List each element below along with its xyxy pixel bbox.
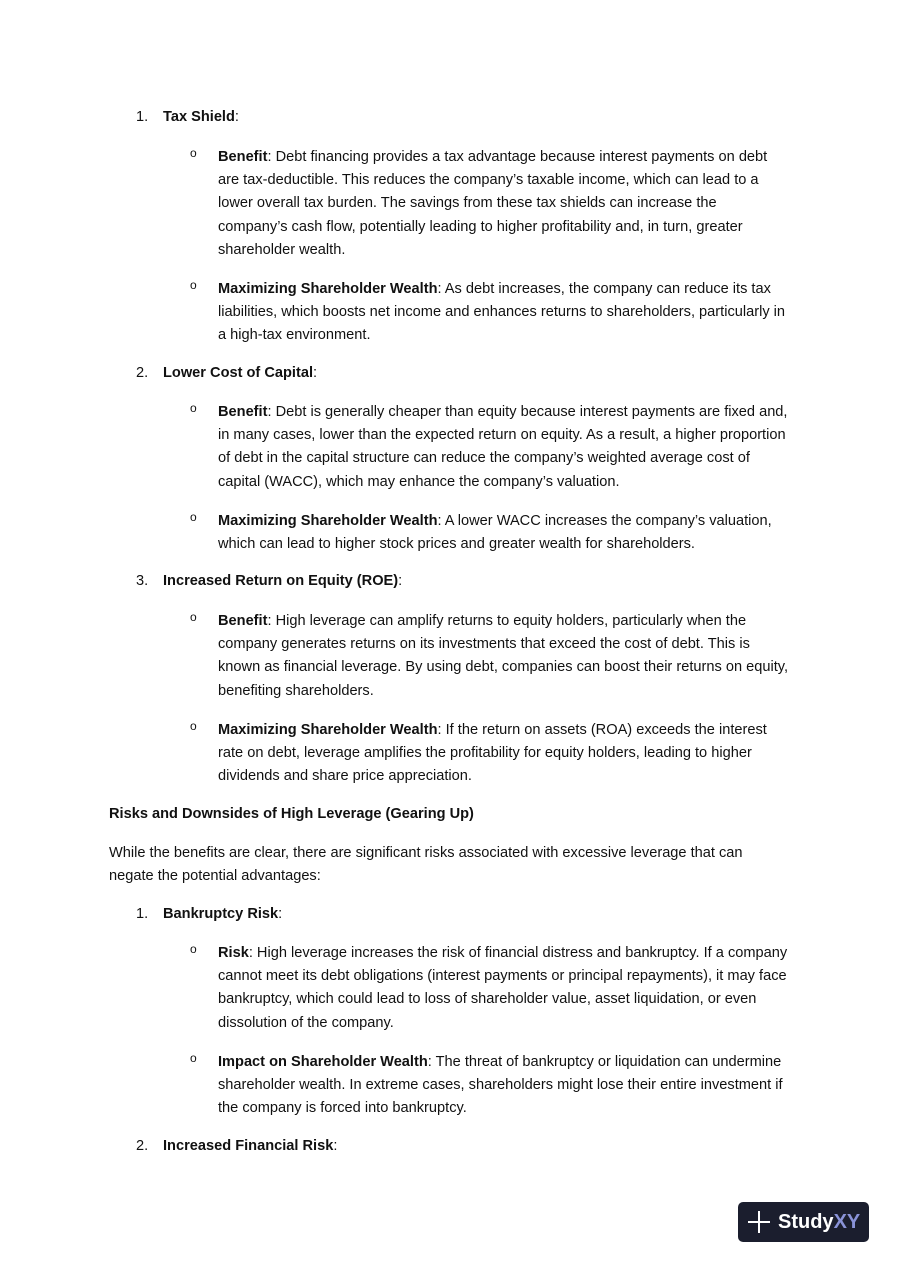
bullet-label: Impact on Shareholder Wealth <box>218 1054 428 1070</box>
bullet-icon: o <box>190 510 197 524</box>
colon: : <box>333 1138 338 1154</box>
bullet-text: : A lower WACC increases the company’s valuation, which can lead to higher stock prices and greater wealth for shareholders. <box>218 513 772 553</box>
logo-text-study: Study <box>778 1210 834 1233</box>
bullet-text: : The threat of bankruptcy or liquidation can undermine shareholder wealth. In extreme cases, shareholders might lose their entire investment if the company is forced into bankruptcy. <box>218 1054 783 1117</box>
intro-paragraph: While the benefits are clear, there are significant risks associated with excessive leverage that can negate the potential advantages: <box>109 845 743 885</box>
list-number: 1. <box>136 109 149 125</box>
bullet-text: : Debt is generally cheaper than equity because interest payments are fixed and, in many cases, lower than the expected return on equity. As a result, a higher proportion of debt in the capital structure can reduce the company’s weighted average cost of capital (WACC), which may enhance the company’s valuation. <box>218 404 788 490</box>
list-item-tax-shield <box>136 109 239 125</box>
bullet-icon: o <box>190 1051 197 1065</box>
sub-bullet <box>190 278 790 348</box>
bullet-text: : Debt financing provides a tax advantage because interest payments on debt are tax-deductible. This reduces the company’s taxable income, which can lead to a lower overall tax burden. The savings from these tax shields can increase the company’s cash flow, potentially leading to higher profitability and, in turn, greater shareholder wealth. <box>218 149 768 258</box>
bullet-text: : High leverage increases the risk of financial distress and bankruptcy. If a company cannot meet its debt obligations (interest payments or principal repayments), it may face bankruptcy, which could lead to loss of shareholder value, asset liquidation, or even dissolution of the company. <box>218 945 788 1031</box>
list-item-title: Increased Financial Risk <box>163 1138 334 1154</box>
bullet-text: : As debt increases, the company can reduce its tax liabilities, which boosts net income and enhances returns to shareholders, particularly in a high-tax environment. <box>218 281 786 344</box>
colon: : <box>398 573 403 589</box>
bullet-label: Risk <box>218 945 249 961</box>
bullet-label: Benefit <box>218 149 268 165</box>
list-item-title: Lower Cost of Capital <box>163 365 313 381</box>
bullet-label: Benefit <box>218 613 268 629</box>
bullet-icon: o <box>190 146 197 160</box>
sub-bullet <box>190 401 790 494</box>
logo-text-xy: XY <box>833 1210 861 1233</box>
list-item-increased-roe <box>136 573 402 589</box>
colon: : <box>313 365 318 381</box>
list-number: 2. <box>136 1138 149 1154</box>
list-item-title: Increased Return on Equity (ROE) <box>163 573 399 589</box>
sub-bullet <box>190 610 790 703</box>
sub-bullet <box>190 719 790 789</box>
colon: : <box>278 906 283 922</box>
colon: : <box>234 109 239 125</box>
list-number: 1. <box>136 906 149 922</box>
list-number: 2. <box>136 365 149 381</box>
bullet-icon: o <box>190 278 197 292</box>
sub-bullet <box>190 942 790 1035</box>
list-item-bankruptcy-risk <box>136 906 282 922</box>
studyxy-logo[interactable] <box>738 1202 869 1242</box>
bullet-label: Benefit <box>218 404 268 420</box>
sub-bullet <box>190 146 790 262</box>
section-heading: Risks and Downsides of High Leverage (Gearing Up) <box>109 806 474 822</box>
bullet-label: Maximizing Shareholder Wealth <box>218 513 438 529</box>
list-number: 3. <box>136 573 149 589</box>
sub-bullet <box>190 1051 790 1121</box>
list-item-lower-cost-of-capital <box>136 365 317 381</box>
bullet-text: : If the return on assets (ROA) exceeds the interest rate on debt, leverage amplifies the profitability for equity holders, leading to higher dividends and share price appreciation. <box>218 722 767 785</box>
list-item-title: Tax Shield <box>163 109 235 125</box>
bullet-label: Maximizing Shareholder Wealth <box>218 722 438 738</box>
list-item-increased-financial-risk <box>136 1138 337 1154</box>
list-item-title: Bankruptcy Risk <box>163 906 279 922</box>
bullet-icon: o <box>190 719 197 733</box>
bullet-icon: o <box>190 401 197 415</box>
bullet-text: : High leverage can amplify returns to equity holders, particularly when the company generates returns on its investments that exceed the cost of debt. This is known as financial leverage. By using debt, companies can boost their returns on equity, benefiting shareholders. <box>218 613 789 699</box>
bullet-icon: o <box>190 610 197 624</box>
bullet-icon: o <box>190 942 197 956</box>
plus-icon <box>746 1209 772 1235</box>
bullet-label: Maximizing Shareholder Wealth <box>218 281 438 297</box>
sub-bullet <box>190 510 790 556</box>
